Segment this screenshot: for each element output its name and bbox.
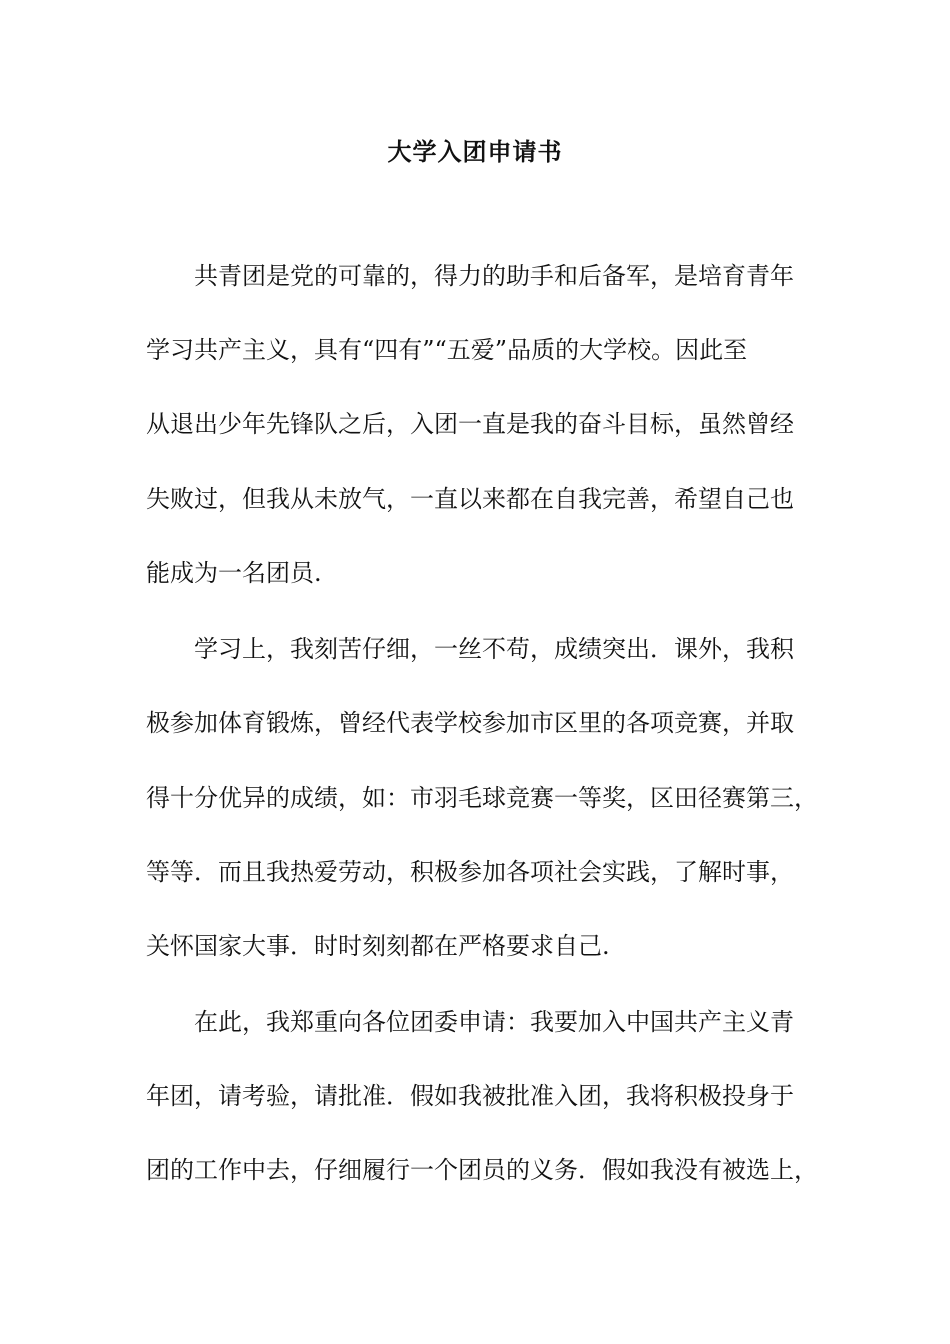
paragraph-line: 学习共产主义，具有“四有”“五爱”品质的大学校。因此至 <box>146 336 748 364</box>
paragraph-line: 在此，我郑重向各位团委申请：我要加入中国共产主义青 <box>194 1008 794 1036</box>
paragraph-line: 极参加体育锻炼，曾经代表学校参加市区里的各项竞赛，并取 <box>146 709 794 737</box>
paragraph-line: 学习上，我刻苦仔细，一丝不苟，成绩突出．课外，我积 <box>194 635 794 663</box>
paragraph-line: 关怀国家大事．时时刻刻都在严格要求自己. <box>146 932 610 960</box>
paragraph-line: 共青团是党的可靠的，得力的助手和后备军，是培育青年 <box>194 262 794 290</box>
paragraph-line: 失败过，但我从未放气，一直以来都在自我完善，希望自己也 <box>146 485 794 513</box>
paragraph-line: 能成为一名团员. <box>146 559 322 587</box>
paragraph-line: 团的工作中去，仔细履行一个团员的义务．假如我没有被选上， <box>146 1156 818 1184</box>
paragraph-line: 从退出少年先锋队之后，入团一直是我的奋斗目标，虽然曾经 <box>146 410 794 438</box>
paragraph-line: 得十分优异的成绩，如：市羽毛球竞赛一等奖，区田径赛第三， <box>146 784 818 812</box>
document-title: 大学入团申请书 <box>387 137 563 166</box>
paragraph-line: 年团，请考验，请批准．假如我被批准入团，我将积极投身于 <box>146 1082 794 1110</box>
paragraph-line: 等等．而且我热爱劳动，积极参加各项社会实践，了解时事， <box>146 858 794 886</box>
